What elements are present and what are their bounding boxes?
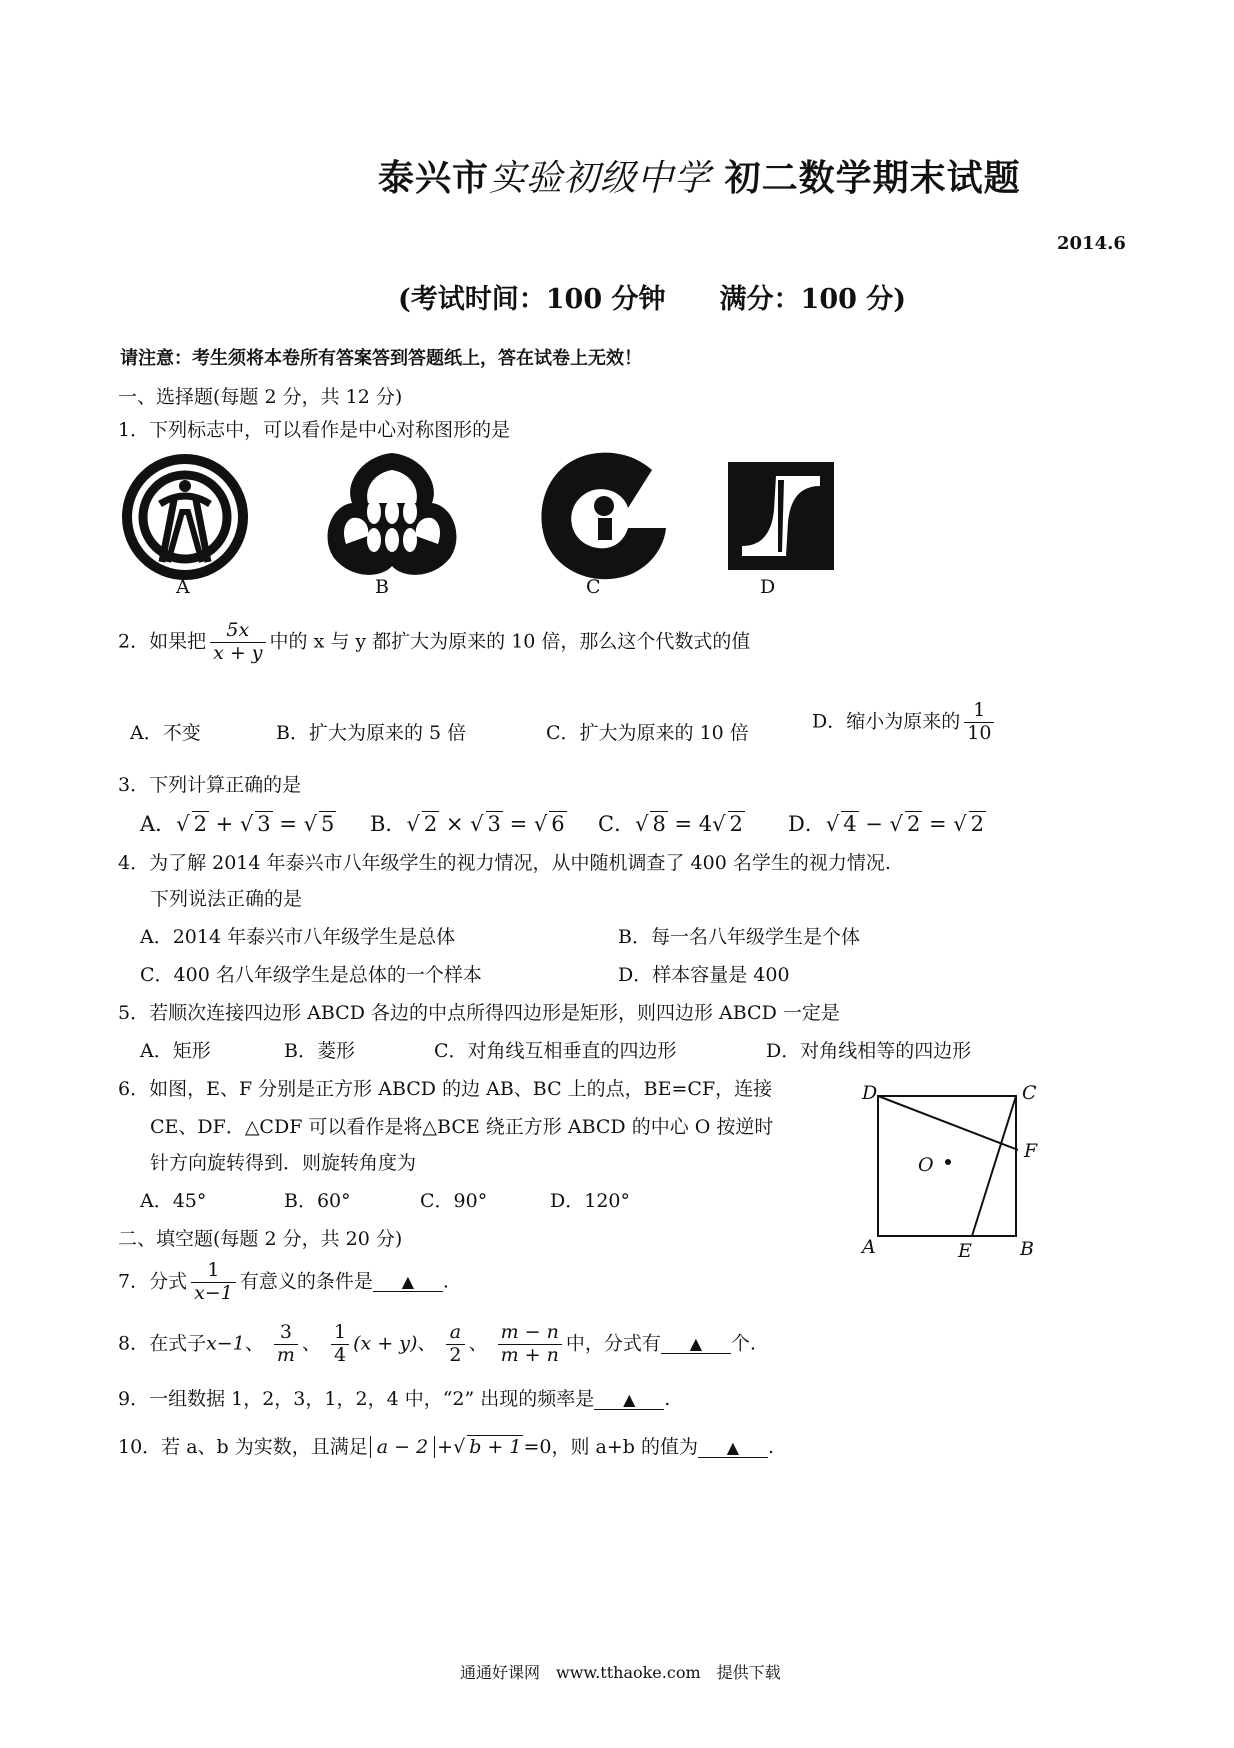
q5-option-b: B．菱形 — [284, 1040, 355, 1062]
logo-a-label: A — [176, 576, 190, 598]
q7-prefix: 7．分式 — [118, 1270, 188, 1293]
q8-end: 个. — [730, 1332, 756, 1355]
logo-c-image — [532, 448, 672, 588]
q7-frac-num: 1 — [191, 1260, 236, 1283]
q7-frac-den: x−1 — [194, 1281, 233, 1304]
q8-frac2-num: 1 — [331, 1322, 349, 1345]
q5-text: 5．若顺次连接四边形 ABCD 各边的中点所得四边形是矩形，则四边形 ABCD 一定是 — [118, 1002, 840, 1024]
q10-plus: + — [437, 1436, 454, 1458]
q3-option-b: B．√ 2 × √ 3 = √ 6 — [370, 812, 565, 836]
q8-frac1 — [274, 1322, 298, 1367]
q2-frac-den: x + y — [213, 641, 263, 664]
q8-frac2 — [331, 1322, 349, 1367]
q10-end: . — [767, 1436, 774, 1458]
logo-d-label: D — [760, 576, 776, 598]
q7-answer-blank: ▲ — [373, 1272, 443, 1292]
q7-fraction — [191, 1260, 236, 1305]
q8-frac3-num: a — [446, 1322, 464, 1345]
q6-line1: 6．如图，E、F 分别是正方形 ABCD 的边 AB、BC 上的点，BE=CF，连接 — [118, 1078, 773, 1100]
q8-frac4-den: m + n — [500, 1343, 559, 1366]
q8-sep1: 、 — [244, 1332, 264, 1355]
q2-stem — [118, 620, 750, 665]
fig-label-o: O — [918, 1154, 934, 1176]
q4-option-c: C．400 名八年级学生是总体的一个样本 — [140, 964, 482, 986]
q6-line2: CE、DF．△CDF 可以看作是将△BCE 绕正方形 ABCD 的中心 O 按逆时 — [150, 1116, 774, 1138]
q6-option-c: C．90° — [420, 1190, 488, 1212]
fig-label-b: B — [1020, 1238, 1034, 1260]
q10-radicand: b + 1 — [469, 1436, 522, 1458]
q8-frac3-den: 2 — [449, 1343, 462, 1366]
q6-option-d: D．120° — [550, 1190, 630, 1212]
q8-sep3: 、 — [417, 1332, 437, 1355]
exam-date: 2014.6 — [1057, 233, 1126, 254]
q3-option-d-label: D． — [788, 812, 826, 836]
exam-notice: 请注意：考生须将本卷所有答案答到答题纸上，答在试卷上无效！ — [120, 348, 642, 369]
q8-frac2-den: 4 — [333, 1343, 347, 1366]
q5-option-d: D．对角线相等的四边形 — [766, 1040, 972, 1062]
q6-option-a: A．45° — [140, 1190, 207, 1212]
q2-option-d-den: 10 — [967, 721, 992, 744]
page-footer: 通通好课网 www.tthaoke.com 提供下载 — [460, 1663, 781, 1682]
q5-option-a: A．矩形 — [140, 1040, 211, 1062]
logo-c-label: C — [586, 576, 601, 598]
q8-prefix: 8．在式子 — [118, 1332, 207, 1355]
fig-label-e: E — [958, 1240, 972, 1262]
q4-option-a: A．2014 年泰兴市八年级学生是总体 — [140, 926, 456, 948]
fig-label-c: C — [1022, 1082, 1037, 1104]
q8-sep2: 、 — [301, 1332, 321, 1355]
q2-option-d — [812, 700, 998, 745]
q3-option-a-label: A． — [140, 812, 177, 836]
q4-line1: 4．为了解 2014 年泰兴市八年级学生的视力情况，从中随机调查了 400 名学生的视力情况. — [118, 852, 891, 874]
q9-answer-blank: ▲ — [594, 1390, 664, 1410]
q10-answer-blank: ▲ — [698, 1438, 768, 1458]
title-school: 泰兴市 — [378, 157, 490, 199]
q8-frac2-tail: (x + y) — [353, 1332, 418, 1355]
q8-sep4: 、 — [468, 1332, 488, 1355]
q3-option-b-label: B． — [370, 812, 407, 836]
q6-option-b: B．60° — [284, 1190, 351, 1212]
q8-answer-blank: ▲ — [661, 1334, 731, 1354]
q5-option-c: C．对角线互相垂直的四边形 — [434, 1040, 677, 1062]
q2-option-d-frac — [964, 700, 994, 745]
q1-text: 1．下列标志中，可以看作是中心对称图形的是 — [118, 419, 511, 441]
q3-text: 3．下列计算正确的是 — [118, 774, 302, 796]
q4-option-b: B．每一名八年级学生是个体 — [618, 926, 860, 948]
section1-heading: 一、选择题(每题 2 分，共 12 分) — [118, 386, 403, 408]
q2-option-d-num: 1 — [964, 700, 994, 723]
title-exam: 初二数学期末试题 — [724, 157, 1021, 199]
q2-fraction — [210, 620, 265, 665]
q3-option-a: A．√ 2 + √ 3 = √ 5 — [140, 812, 335, 836]
q3-option-d: D．√ 4 − √ 2 = √ 2 — [788, 812, 985, 836]
logo-a-image — [120, 452, 250, 582]
q8-frac4-num: m − n — [498, 1322, 562, 1345]
q7-suffix: 有意义的条件是 — [239, 1270, 373, 1293]
q2-suffix: 中的 x 与 y 都扩大为原来的 10 倍，那么这个代数式的值 — [269, 630, 751, 653]
fig-label-d: D — [862, 1082, 878, 1104]
q10-prefix: 10．若 a、b 为实数，且满足 — [118, 1436, 368, 1458]
q8-text — [118, 1322, 756, 1367]
q9-stem: 9．一组数据 1，2，3，1，2，4 中，“2” 出现的频率是 — [118, 1388, 595, 1410]
logo-b-label: B — [375, 576, 389, 598]
q8-frac4 — [498, 1322, 562, 1367]
q10-text: 10．若 a、b 为实数，且满足 a − 2 +√ b + 1 =0，则 a+b 的值为 ▲ . — [118, 1436, 774, 1458]
q7-text — [118, 1260, 449, 1305]
q8-frac3 — [446, 1322, 464, 1367]
q4-option-d: D．样本容量是 400 — [618, 964, 790, 986]
q3-option-c: C．√ 8 = 4√ 2 — [598, 812, 743, 836]
q8-term1: x−1 — [206, 1332, 245, 1355]
exam-title — [378, 150, 1021, 201]
exam-subtitle: (考试时间：100 分钟 满分：100 分) — [398, 284, 907, 315]
q2-option-a: A．不变 — [130, 722, 201, 744]
q2-option-c: C．扩大为原来的 10 倍 — [546, 722, 749, 744]
q2-option-b: B．扩大为原来的 5 倍 — [276, 722, 467, 744]
q2-prefix: 2．如果把 — [118, 630, 207, 653]
q2-option-d-text: D．缩小为原来的 — [812, 710, 961, 733]
q8-suffix: 中，分式有 — [565, 1332, 661, 1355]
q10-mid: =0，则 a+b 的值为 — [523, 1436, 698, 1458]
q2-frac-num: 5x — [210, 620, 265, 643]
fig-label-f: F — [1024, 1140, 1038, 1162]
logo-b-image — [322, 448, 462, 583]
title-school-italic: 实验初级中学 — [489, 158, 712, 199]
q6-line3: 针方向旋转得到．则旋转角度为 — [150, 1152, 417, 1174]
section2-heading: 二、填空题(每题 2 分，共 20 分) — [118, 1228, 403, 1250]
fig-label-a: A — [862, 1236, 876, 1258]
q4-line2: 下列说法正确的是 — [150, 888, 303, 910]
q3-option-c-label: C． — [598, 812, 636, 836]
q8-frac1-den: m — [276, 1343, 295, 1366]
logo-d-image — [728, 462, 834, 570]
q9-text — [118, 1384, 670, 1411]
q7-end: . — [442, 1270, 449, 1293]
q9-end: . — [664, 1388, 671, 1410]
q8-frac1-num: 3 — [274, 1322, 298, 1345]
q10-abs-value: a − 2 — [370, 1436, 435, 1458]
